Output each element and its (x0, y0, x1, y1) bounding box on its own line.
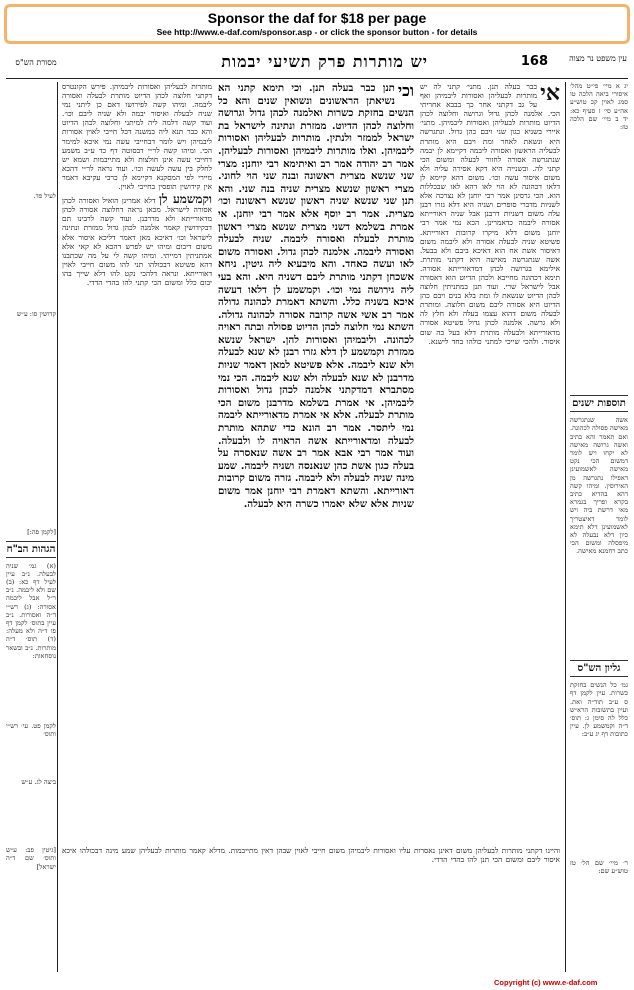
rashi-text: כבר בעלה תנן. מתני׳ קתני לה יש מותרות לבעליהן ואסורות ליבמיהן ואף על גב דקתני אחר כך בבבא אחריתי הכי. אלמנה לכהן גדול וגרושה וחלוצה לכהן הדיוט מותרות לבעליהן ואסורות ליבמיהן. מתני׳ איירי בשניא כגון שני ויבם כהן גדול. ונתגרשה היא ונשאת לאחר ומת ויבם היא מותרת לבעליה הראשון ואסורה ליבמה דקיימא לן יבמה שנתגרשה אסורה לחזור לבעלה ומשום הכי קתני לה. ובשנייה היא דקא אסירה עליה ולא משום איסור עשה וכו׳. משום דהא קיימא לן דלאו דכהונה לא הוי לאו דהא לאו שבכללות הוא. הכי גרסינן אמר רבי יוחנן לא נצרכה אלא לשניות מדברי סופרים ושניה היא דלא גזרו רבנן עלה משום דשניות דרבנן אבל שניה דאורייתא אסורה ליבמה כדאמרינן. הכא נמי אמר רבי יוחנן משום דלא מיקרו קרובות דאורייתא. פשיטא שניה לבעלה אסורה ולא ליבמה משום דאיסור אשת אח הוא דאיכא ביבם ולא בבעל. אשה שנתגרשה מאישה היא דקתני מותרת. אילימא בגרושה לכהן דמדאורייתא אסורה. תימא דכהונה מחייבא ולכהן הדיוט הוא דאסורה אבל לישראל שרי. ועוד תנן במתניתין חלוצה לכהן הדיוט שנשאת לו ומת בלא בנים ויבם כהן הדיוט היא אסורה ליבם משום חלוצה. ומותרת לבעלה משום דהוא עצמו בעלה ולא חלץ לה ולא גרשה. אלמנה לכהן גדול פשיטא אסורה מדאורייתא ולבעלה מותרת דלא בעל בה שום איסור. ולהכי שייכי למתני כולהו בחד לישנא. (420, 82, 560, 346)
gemara-column (218, 82, 414, 842)
tosafot-text-top: מותרות לבעליהן ואסורות ליבמיהן. פירש הקונטרס דקתני חלוצה לכהן הדיוט מותרת לבעלה ואסורה ליבמה. ומיהו קשה לפירושו דאם כן ליתני נמי שניה לבעלה ואיסור יבמה ולא שניה ליבם וכו׳. ועוד קשה דלמה ליה למיתני וחלוצה לכהן הדיוט והא כבר תנא ליה במשנה דכל חייבי לאוין אסורות ליבמיהן ויש לומר דבחייבי עשה נמי איכא למימר הכי. ומיהו קשה לר״י דבסוטה דף כד ע״ב משמע דחייבי עשה אינן חולצות ולא מתייבמות ושמא יש לחלק בין עשה לעשה וכו׳. ועוד נראה לר״י דהכא מיירי לפי המסקנא דקיימא לן כרבי עקיבא דאמר אין קידושין תופסין בחייבי לאוין. (62, 82, 212, 192)
gemara-text-block (218, 82, 414, 510)
ein-mishpat-label: עין משפט נר מצוה (569, 54, 627, 63)
right-margin-column (570, 82, 628, 972)
tosafot-yeshanim-title: תוספות ישנים (570, 395, 628, 412)
gemara-opening-word: וכי (397, 82, 414, 100)
page-title: יש מותרות פרק תשיעי יבמות (221, 52, 428, 71)
tosafot-dibur-hamatchil: וקמשמע לן (159, 192, 212, 207)
masoret-note-2: קדושין סו: ע״ש (16, 310, 56, 319)
masoret-note-3: [לקמן פה:] (27, 528, 56, 537)
left-margin-column (6, 82, 56, 972)
left-divider (57, 82, 58, 972)
copyright-notice[interactable]: Copyright (c) www.e-daf.com (494, 978, 598, 987)
footer-bar (0, 978, 634, 990)
rashi-commentary (420, 82, 560, 346)
gilion-hashas-text: גמ׳ כל הנשים בחזקת כשרות. עיין לקמן דף ס ע״ב תוד״ה ואת. ועיין בתשובות הרא״ש כלל לה סימן ג: תוס׳ ד״ה וקמשמע לן. עיין כתובות דף יג ע״ב: (570, 681, 628, 739)
sponsor-title: Sponsor the daf for $18 per page (207, 10, 427, 26)
masoret-note-4: לקמן פט. עי׳ רש״י ותוס׳ (6, 721, 56, 738)
sponsor-banner[interactable] (4, 4, 630, 44)
tosafot-text-bottom: דלא אמרינן הואיל ואסורה לכהן אסורה לישראל. מכאן נראה דחלוצה אסורה לכהן מדאורייתא ולא מדרבנן. ועוד קשה לרבינו תם דבקידושין קאמר אלמנה לכהן גדול ממזרת ונתינה לישראל וכו׳ דאיכא מאן דאמר דליכא איסור אלא משום דיבום ומיהו יש לפרש דהכא לא קאי אלא אמתניתין דמייתי. ומיהו קשה לי על מה שכתבנו דהא פשיטא דבכולהו תני להו משום חייבי לאוין דאורייתא. ונראה דלהכי נקט להו דלא שייך בהו יבום כלל ומשום הכי קתני להו בהדי הדדי. (62, 196, 212, 287)
ein-mishpat-bottom-note: ר׳ מיי׳ שם הל׳ טז טוש״ע שם: (570, 858, 628, 875)
rashi-opening-word: אי (540, 82, 560, 106)
hagahot-habach-text: (א) גמ׳ שניה לבעלה. נ״ב עיין לעיל דף כא: (ב) שם ולא ליבמה. נ״ב ר״ל אבל ליבמה אסורה: (ג) רש״י ד״ה ואסורות. נ״ב עיין בתוס׳ לקמן דף פו ד״ה ולא מעלה: (ד) תוס׳ ד״ה מותרות. נ״ב ובשאר נוסחאות: (6, 561, 56, 660)
masoret-note-5: ביצה לג. ע״ש (21, 778, 56, 787)
hagahot-habach-title: הגהות הב"ח (6, 541, 56, 558)
gemara-text: תנן כבר בעלה תנן. וכי תימא קתני הא נשיאתן הראשונים ונשואין שנים והא כל הנשים בחזקת כשרות ואלמנה לכהן גדול וגרושה וחלוצה לכהן הדיוט. ממזרת ונתינה לישראל בת ישראל לממזר ולנתין. מותרות לבעליהן ואסורות ליבמיהן. ואלו מותרות ליבמיהן ואסורות לבעליהן. אמר רב יהודה אמר רב ואיתימא רבי יוחנן: מצרי שני שנשא מצרית ראשונה ובנה שני הוי לחוני. מצרי ראשון שנשא מצרית שניה בנה שני. והא תנן שני שנשא שניה ראשון שנשא ראשונה וכו׳ מצרית. אמר רב יוסף אלא אמר רבי יוחנן. אי אמרת בשלמא דשני מצרית שנשא מצרי ראשון מותרת לבעלה ואסורה ליבמה. שניה לבעלה ואסורה ליבמה. אלמנה לכהן גדול. ואסורה משום לאו ועשה כאחד. והא מיבעיא ליה גיטין. ניחא אשכחן דקתני מותרת ליבם דשניה היא. והא בעי ליה גירושה נמי וכו׳. וקמשמע לן דלאו דעשה איכא בשניה כלל. והשתא דאמרת לכהונה גדולה אמר רב אשי אשה קרובה אסורה לכהונה גדולה. השתא נמי חלוצה לכהן הדיוט פסולה ובתה ראויה לכהונה. וליבמיהן ואסורות להן. ישראל שנשא ממזרת וקמשמע לן דלא גזרו רבנן לא שנא לבעלה ולא שנא ליבמה. אלא פשיטא למאן דאמר שניות מדרבנן לא שנא לבעלה ולא שנא ליבמה. הכי נמי מסתברא דמדקתני אלמנה לכהן גדול ואסורות ליבמיהן. אי אמרת בשלמא מדרבנן משום הכי מותרת לבעלה. אלא אי אמרת מדאורייתא ליבמה נמי ליתסר. אמר רב הונא כדי שתהא מותרת לבעלה ומדאורייתא אשה הראויה לו ולבעלה. ועוד אמר רבי אבא אמר רב אשה שנאסרה על בעלה כגון אשת כהן שנאנסה ושניה ליבמה. שמע מינה שניה לבעלה ולא ליבמה. גזרה משום קרובות דאורייתא. והשתא דאמרת רבי יוחנן אמר משום שניות אלא שלא יאמרו כשרה היא לבעלה. (218, 82, 414, 510)
talmud-page (6, 48, 628, 976)
rashi-lower-block (62, 846, 560, 970)
right-divider (565, 82, 566, 972)
masoret-note-1: לעיל פד. (33, 192, 56, 200)
tosafot-yeshanim-text: אשה שנתגרשה מאישה פסולה לכהונה. ואם תאמר והא כתיב ואשה גרושה מאישה לא יקחו ויש לומר דמשום הכי נקט מאישה לאשמועינן דאפילו נתגרשה מן האירוסין. ומיהו קשה דהא בהדיא כתיב בקרא ופריך בגמרא מאי דרשת ביה ויש לומר דאיצטריך לאשמועינן דלא תימא כיון דלא נבעלה לא מיפסלה ומשום הכי כתב רחמנא מאישה. (570, 416, 628, 556)
rashi-column (420, 82, 560, 692)
rashi-lower-text: והיינו דקתני מותרות לבעליהן משום דאינן נאסרות עליו ואסורות ליבמיהן משום חייבי לאוין שבהן דאין מתייבמות. מדלא קאמר מותרות לבעליהן שמע מינה דבכולהו איכא איסור ליבם ומשום הכי תנן להו בהדי הדדי. (62, 846, 560, 865)
gilion-hashas-title: גליון הש"ס (570, 660, 628, 677)
sponsor-subtitle[interactable]: See http://www.e-daf.com/sponsor.asp - or click the sponsor button - for details (156, 27, 478, 37)
page-header (6, 50, 628, 79)
masoret-hashas-label: מסורת הש"ס (15, 58, 57, 67)
tosafot-section (62, 192, 212, 287)
ein-mishpat-text: יג א מיי׳ פי״ט מהל׳ איסורי ביאה הלכה טו סמג לאוין קכ טוש״ע אה״ע סי׳ ז סעיף כא: יד ב מיי׳ שם הלכה טז: (570, 82, 628, 132)
masoret-bottom-note: [גיטין פב: ע״ש ותוס׳ שם ד״ה ישראל] (6, 846, 56, 871)
page-number: 168 (520, 54, 548, 69)
tosafot-column (62, 82, 212, 842)
